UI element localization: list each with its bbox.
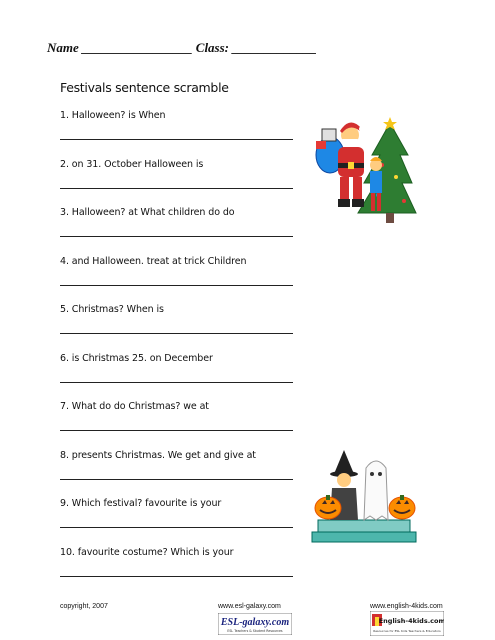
question-text: 6. is Christmas 25. on December	[60, 352, 213, 364]
question-item	[60, 207, 300, 256]
question-text: 9. Which festival? favourite is your	[60, 498, 222, 509]
answer-line[interactable]	[60, 381, 293, 383]
name-class-line: Name _________________ Class: _____________	[47, 40, 317, 55]
question-text: 3. Halloween? at What children do do	[60, 207, 235, 218]
question-item	[60, 353, 300, 402]
answer-line[interactable]	[60, 575, 293, 577]
answer-line[interactable]	[60, 235, 293, 237]
answer-line[interactable]	[60, 332, 293, 334]
esl-galaxy-url[interactable]: www.esl-galaxy.com	[218, 603, 281, 610]
english-4kids-url[interactable]: www.english-4kids.com	[370, 603, 443, 610]
question-text: 10. favourite costume? Which is your	[60, 546, 234, 558]
answer-line[interactable]	[60, 526, 293, 528]
question-item	[60, 401, 300, 450]
question-item	[60, 110, 300, 159]
question-text: 4. and Halloween. treat at trick Children	[60, 255, 247, 267]
answer-line[interactable]	[60, 138, 293, 140]
esl-galaxy-logo[interactable]	[218, 613, 292, 635]
halloween-kids-pumpkins-illustration	[310, 440, 420, 555]
answer-line[interactable]	[60, 478, 293, 480]
question-item	[60, 256, 300, 305]
worksheet-title: Festivals sentence scramble	[60, 80, 229, 95]
question-item	[60, 450, 300, 499]
question-text: 8. presents Christmas. We get and give at	[60, 449, 256, 461]
question-item	[60, 159, 300, 208]
english-4kids-logo-text: English-4kids.com	[378, 617, 444, 625]
english-4kids-logo[interactable]	[370, 611, 444, 636]
answer-line[interactable]	[60, 429, 293, 431]
question-item	[60, 304, 300, 353]
esl-galaxy-logo-text: ESL-galaxy.com	[220, 617, 290, 628]
question-item	[60, 498, 300, 547]
question-item	[60, 547, 300, 596]
question-text: 5. Christmas? When is	[60, 304, 164, 315]
question-text: 2. on 31. October Halloween is	[60, 158, 204, 170]
answer-line[interactable]	[60, 284, 293, 286]
english-4kids-logo-subtext: Resources for ESL Kids Teachers & Educators	[373, 629, 441, 633]
question-text: 1. Halloween? is When	[60, 110, 166, 121]
copyright-text: copyright, 2007	[60, 603, 108, 610]
santa-christmas-tree-illustration	[312, 115, 422, 233]
esl-galaxy-logo-subtext: ESL Teachers & Student Resources	[227, 629, 283, 633]
question-text: 7. What do do Christmas? we at	[60, 401, 209, 412]
answer-line[interactable]	[60, 187, 293, 189]
question-list	[60, 110, 300, 595]
